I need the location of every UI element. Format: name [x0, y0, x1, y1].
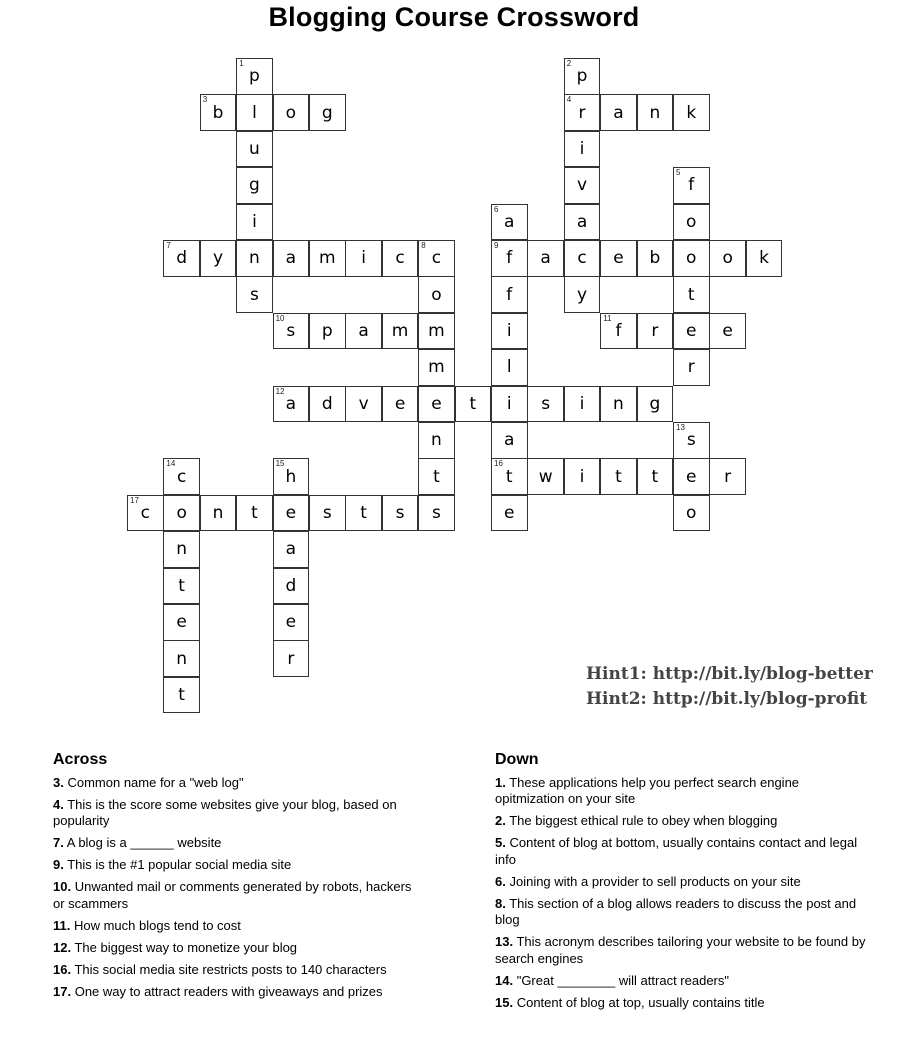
grid-cell[interactable] [163, 531, 200, 568]
grid-cell[interactable] [600, 313, 637, 350]
grid-cell[interactable] [527, 240, 564, 277]
grid-cell[interactable] [564, 204, 601, 241]
grid-cell[interactable] [418, 240, 455, 277]
cell-letter: l [506, 357, 512, 378]
cell-number: 4 [566, 95, 572, 105]
grid-cell[interactable] [309, 240, 346, 277]
clue-text: This social media site restricts posts to 140 characters [74, 961, 387, 977]
grid-cell[interactable] [418, 276, 455, 313]
clue-number: 15. [495, 994, 514, 1010]
grid-cell[interactable] [637, 240, 674, 277]
grid-cell[interactable] [564, 240, 601, 277]
page-title: Blogging Course Crossword [268, 2, 640, 32]
cell-number: 2 [566, 59, 572, 68]
cell-letter: a [285, 248, 297, 269]
grid-cell[interactable] [345, 495, 382, 532]
grid-cell[interactable] [309, 386, 346, 423]
cell-number: 1 [239, 59, 244, 68]
down-clues [495, 752, 867, 1017]
clue-number: 2. [495, 813, 506, 828]
cell-letter: s [395, 503, 405, 524]
cell-number: 8 [421, 241, 426, 250]
cell-letter: l [252, 102, 257, 123]
cell-letter: t [651, 466, 659, 487]
cell-letter: n [649, 102, 661, 123]
cell-number: 14 [166, 459, 176, 469]
grid-cell[interactable] [673, 495, 710, 532]
grid-cell[interactable] [673, 94, 710, 131]
grid-cell[interactable] [273, 495, 310, 532]
hint-1: Hint1: http://bit.ly/blog-better [586, 664, 873, 684]
grid-cell[interactable] [564, 276, 601, 313]
cell-letter: i [579, 393, 585, 414]
cell-letter: a [613, 102, 624, 123]
grid-cell[interactable] [236, 495, 273, 532]
cell-number: 10 [275, 313, 285, 323]
cell-letter: y [577, 284, 588, 305]
grid-cell[interactable] [236, 131, 273, 168]
grid-cell[interactable] [673, 458, 710, 495]
cell-letter: r [687, 357, 695, 378]
cell-letter: m [428, 321, 445, 342]
cell-letter: e [285, 503, 297, 524]
grid-cell[interactable] [418, 386, 455, 423]
grid-cell[interactable] [527, 458, 564, 495]
cell-letter: t [251, 503, 258, 524]
grid-cell[interactable] [273, 640, 310, 677]
grid-cell[interactable] [418, 458, 455, 495]
cell-number: 9 [494, 241, 499, 250]
cell-letter: d [321, 393, 333, 414]
grid-cell[interactable] [673, 276, 710, 313]
grid-cell[interactable] [637, 313, 674, 350]
cell-letter: h [285, 466, 297, 487]
cell-letter: g [249, 175, 260, 196]
cell-number: 13 [676, 423, 685, 432]
cell-letter: p [576, 66, 588, 87]
grid-cell[interactable] [600, 94, 637, 131]
grid-cell[interactable] [418, 349, 455, 386]
cell-letter: p [249, 66, 260, 87]
cell-letter: c [176, 466, 187, 487]
cell-letter: b [649, 248, 661, 269]
clue-text: These applications help you perfect search engine opitmization on your site [495, 774, 800, 806]
clue-number: 16. [53, 961, 72, 977]
clue-across-16 [53, 962, 425, 979]
clue-text: Joining with a provider to sell products on your site [509, 873, 801, 889]
clue-down-2 [495, 813, 867, 830]
grid-cell[interactable] [491, 495, 528, 532]
cell-letter: e [722, 321, 733, 342]
grid-cell[interactable] [382, 386, 419, 423]
grid-cell[interactable] [163, 640, 200, 677]
cell-number: 11 [603, 313, 612, 323]
grid-cell[interactable] [309, 94, 346, 131]
cell-letter: c [577, 248, 587, 269]
cell-letter: g [321, 102, 333, 123]
grid-cell[interactable] [600, 458, 637, 495]
grid-cell[interactable] [746, 240, 783, 277]
cell-letter: c [431, 248, 442, 269]
cell-letter: a [576, 211, 588, 232]
grid-cell[interactable] [273, 604, 310, 641]
cell-letter: n [249, 248, 260, 269]
grid-cell[interactable] [637, 458, 674, 495]
clue-text: This is the #1 popular social media site [67, 857, 292, 872]
grid-cell[interactable] [418, 313, 455, 350]
cell-letter: s [250, 284, 259, 305]
cell-letter: k [686, 102, 697, 123]
clue-text: One way to attract readers with giveaways and prizes [74, 983, 383, 999]
clue-number: 11. [53, 917, 71, 933]
cell-letter: i [506, 321, 512, 342]
cell-number: 17 [130, 495, 139, 505]
grid-cell[interactable] [236, 167, 273, 204]
cell-letter: k [759, 248, 769, 269]
grid-cell[interactable] [273, 531, 310, 568]
cell-number: 6 [494, 204, 499, 214]
grid-cell[interactable] [673, 167, 710, 204]
clue-down-13 [495, 934, 867, 967]
grid-cell[interactable] [673, 240, 710, 277]
grid-cell[interactable] [491, 313, 528, 350]
cell-letter: t [505, 466, 513, 487]
cell-letter: o [686, 211, 697, 232]
cell-letter: t [687, 284, 695, 305]
clue-down-5 [495, 835, 867, 868]
cell-letter: c [395, 248, 405, 269]
grid-cell[interactable] [345, 313, 382, 350]
clue-text: This acronym describes tailoring your website to be found by search engines [495, 934, 866, 966]
cell-letter: s [686, 430, 696, 451]
clue-number: 4. [53, 796, 64, 812]
clue-number: 6. [495, 873, 506, 889]
cell-letter: e [613, 248, 624, 269]
grid-cell[interactable] [382, 313, 419, 350]
clue-text: Unwanted mail or comments generated by robots, hackers or scammers [53, 879, 412, 911]
grid-cell[interactable] [163, 458, 200, 495]
grid-cell[interactable] [345, 386, 382, 423]
grid-cell[interactable] [455, 386, 492, 423]
grid-cell[interactable] [309, 495, 346, 532]
cell-number: 5 [676, 168, 681, 178]
cell-letter: m [428, 357, 445, 378]
cell-letter: m [318, 248, 336, 269]
grid-cell[interactable] [200, 240, 237, 277]
grid-cell[interactable] [163, 495, 200, 532]
grid-cell[interactable] [163, 568, 200, 605]
cell-letter: f [506, 248, 513, 269]
cell-letter: t [615, 466, 622, 487]
grid-cell[interactable] [127, 495, 164, 532]
grid-cell[interactable] [236, 240, 273, 277]
clue-text: This is the score some websites give your blog, based on popularity [53, 796, 397, 828]
clue-text: A blog is a ______ website [66, 835, 222, 850]
cell-letter: o [285, 102, 297, 123]
clue-number: 13. [495, 934, 514, 949]
grid-cell[interactable] [527, 386, 564, 423]
grid-cell[interactable] [163, 604, 200, 641]
cell-letter: e [431, 393, 442, 414]
cell-letter: y [213, 248, 224, 269]
clue-number: 10. [53, 879, 72, 894]
clue-across-9 [53, 857, 425, 874]
cell-number: 16 [494, 459, 503, 469]
clue-number: 17. [53, 983, 72, 999]
grid-cell[interactable] [273, 386, 310, 423]
hints-block [586, 662, 873, 712]
cell-number: 3 [202, 95, 208, 105]
grid-cell[interactable] [163, 677, 200, 714]
grid-cell[interactable] [418, 495, 455, 532]
cell-letter: v [358, 393, 369, 414]
grid-cell[interactable] [236, 94, 273, 131]
cell-letter: s [322, 503, 332, 524]
grid-cell[interactable] [564, 58, 601, 95]
cell-letter: i [252, 211, 257, 232]
cell-letter: a [504, 430, 515, 451]
cell-letter: f [615, 321, 622, 342]
clue-down-1 [495, 775, 867, 808]
grid-cell[interactable] [709, 458, 746, 495]
cell-letter: a [285, 393, 297, 414]
clue-down-8 [495, 896, 867, 929]
grid-cell[interactable] [309, 313, 346, 350]
cell-number: 7 [166, 241, 171, 250]
clue-number: 7. [53, 835, 64, 850]
cell-letter: t [469, 393, 477, 414]
across-clues [53, 752, 425, 1006]
clue-number: 5. [495, 835, 506, 850]
grid-cell[interactable] [491, 458, 528, 495]
grid-cell[interactable] [200, 94, 237, 131]
clue-number: 14. [495, 972, 514, 988]
cell-letter: n [176, 648, 188, 669]
cell-letter: t [360, 503, 367, 524]
clue-number: 3. [53, 774, 64, 790]
cell-letter: s [432, 503, 441, 524]
cell-letter: r [287, 648, 295, 669]
cell-number: 12 [275, 386, 285, 396]
grid-cell[interactable] [236, 204, 273, 241]
cell-letter: s [541, 393, 551, 414]
cell-letter: s [286, 321, 296, 342]
cell-letter: d [285, 575, 297, 596]
cell-letter: i [579, 139, 585, 160]
cell-letter: n [176, 539, 188, 560]
cell-letter: e [686, 321, 697, 342]
cell-letter: b [212, 102, 224, 123]
grid-cell[interactable] [564, 94, 601, 131]
grid-cell[interactable] [236, 58, 273, 95]
grid-cell[interactable] [200, 495, 237, 532]
grid-cell[interactable] [637, 386, 674, 423]
cell-letter: t [178, 575, 185, 596]
grid-cell[interactable] [673, 422, 710, 459]
clue-across-10 [53, 879, 425, 912]
cell-letter: f [506, 284, 513, 305]
grid-cell[interactable] [564, 458, 601, 495]
cell-letter: d [176, 248, 188, 269]
cell-letter: u [249, 139, 260, 160]
clue-text: "Great ________ will attract readers" [516, 972, 729, 988]
grid-cell[interactable] [273, 240, 310, 277]
cell-letter: v [577, 175, 588, 196]
cell-letter: i [579, 466, 585, 487]
grid-cell[interactable] [382, 495, 419, 532]
clue-number: 8. [495, 895, 506, 911]
grid-cell[interactable] [273, 94, 310, 131]
cell-letter: e [176, 612, 187, 633]
clue-number: 12. [53, 939, 72, 955]
grid-cell[interactable] [163, 240, 200, 277]
cell-letter: o [176, 503, 187, 524]
cell-letter: e [504, 503, 515, 524]
clue-across-3 [53, 775, 425, 792]
grid-cell[interactable] [273, 568, 310, 605]
clue-text: The biggest ethical rule to obey when blogging [509, 813, 778, 828]
clue-number: 1. [495, 774, 506, 790]
cell-letter: e [686, 466, 697, 487]
grid-cell[interactable] [491, 386, 528, 423]
grid-cell[interactable] [273, 458, 310, 495]
cell-letter: n [212, 503, 224, 524]
cell-letter: m [391, 321, 409, 342]
hint-2: Hint2: http://bit.ly/blog-profit [586, 689, 868, 709]
cell-letter: o [686, 248, 697, 269]
clue-down-15 [495, 995, 867, 1012]
grid-cell[interactable] [564, 167, 601, 204]
grid-cell[interactable] [382, 240, 419, 277]
clue-across-4 [53, 797, 425, 830]
cell-letter: a [358, 321, 369, 342]
cell-letter: o [431, 284, 442, 305]
cell-letter: i [506, 393, 512, 414]
cell-letter: e [285, 612, 297, 633]
grid-cell[interactable] [673, 313, 710, 350]
clue-number: 9. [53, 857, 64, 872]
clue-text: Content of blog at bottom, usually contains contact and legal info [495, 835, 858, 867]
clue-across-7 [53, 835, 425, 852]
grid-cell[interactable] [418, 422, 455, 459]
grid-cell[interactable] [491, 240, 528, 277]
across-heading: Across [53, 751, 108, 768]
grid-cell[interactable] [709, 240, 746, 277]
cell-letter: f [688, 175, 695, 196]
cell-letter: r [651, 321, 659, 342]
grid-cell[interactable] [345, 240, 382, 277]
grid-cell[interactable] [564, 131, 601, 168]
clue-down-6 [495, 874, 867, 891]
clue-text: How much blogs tend to cost [73, 917, 241, 933]
clue-down-14 [495, 973, 867, 990]
cell-letter: p [321, 321, 333, 342]
cell-letter: c [140, 503, 150, 524]
cell-letter: o [722, 248, 733, 269]
clue-text: The biggest way to monetize your blog [74, 939, 298, 955]
clue-text: Common name for a "web log" [67, 774, 244, 790]
cell-letter: n [431, 430, 442, 451]
cell-number: 15 [275, 459, 285, 469]
clue-across-12 [53, 940, 425, 957]
cell-letter: t [178, 685, 185, 706]
cell-letter: a [540, 248, 551, 269]
grid-cell[interactable] [491, 276, 528, 313]
cell-letter: a [504, 211, 515, 232]
grid-cell[interactable] [564, 386, 601, 423]
cell-letter: w [538, 466, 553, 487]
grid-cell[interactable] [673, 204, 710, 241]
grid-cell[interactable] [491, 422, 528, 459]
cell-letter: e [394, 393, 406, 414]
grid-cell[interactable] [491, 204, 528, 241]
cell-letter: a [285, 539, 297, 560]
cell-letter: r [578, 102, 586, 123]
down-heading: Down [495, 751, 539, 768]
grid-cell[interactable] [637, 94, 674, 131]
clue-text: Content of blog at top, usually contains title [516, 994, 765, 1010]
cell-letter: o [686, 503, 697, 524]
clue-text: This section of a blog allows readers to discuss the post and blog [495, 895, 857, 927]
grid-cell[interactable] [600, 386, 637, 423]
cell-letter: r [724, 466, 732, 487]
grid-cell[interactable] [600, 240, 637, 277]
cell-letter: t [433, 466, 440, 487]
grid-cell[interactable] [491, 349, 528, 386]
cell-letter: g [649, 393, 661, 414]
grid-cell[interactable] [273, 313, 310, 350]
clue-across-11 [53, 918, 425, 935]
clue-across-17 [53, 984, 425, 1001]
grid-cell[interactable] [673, 349, 710, 386]
grid-cell[interactable] [709, 313, 746, 350]
cell-letter: n [613, 393, 624, 414]
grid-cell[interactable] [236, 276, 273, 313]
cell-letter: i [361, 248, 366, 269]
